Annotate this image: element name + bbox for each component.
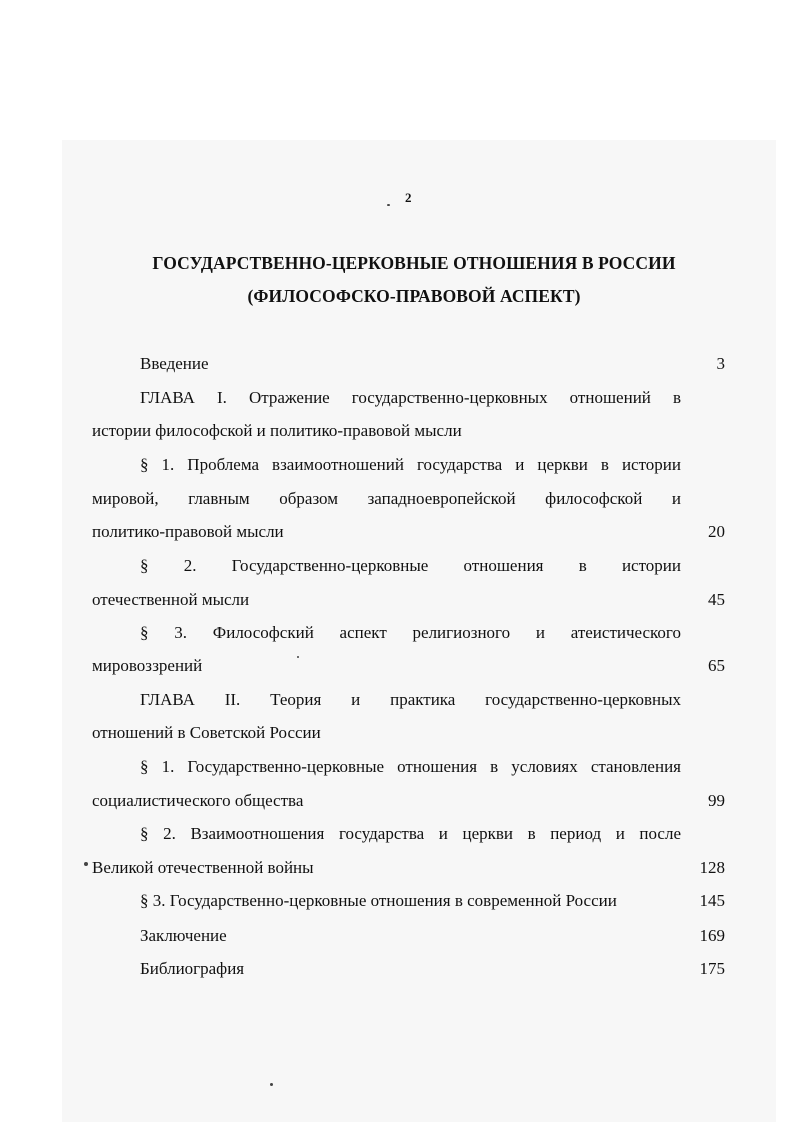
document-title-line-2: (ФИЛОСОФСКО-ПРАВОВОЙ АСПЕКТ) xyxy=(247,286,581,306)
toc-chapter1-line1: ГЛАВА I. Отражение государственно-церковных отношений в xyxy=(140,388,681,407)
toc-chapter1-line2: истории философской и политико-правовой мысли xyxy=(92,421,462,440)
scan-speck xyxy=(297,656,299,658)
document-title-line-1: ГОСУДАРСТВЕННО-ЦЕРКОВНЫЕ ОТНОШЕНИЯ В РОССИИ xyxy=(152,253,676,273)
toc-conclusion-label: Заключение xyxy=(140,926,227,945)
toc-ch1-s2-page: 45 xyxy=(708,590,725,609)
toc-ch1-s2-line2: отечественной мысли xyxy=(92,590,250,609)
toc-ch2-s3-label: § 3. Государственно-церковные отношения в современной России xyxy=(140,891,617,910)
toc-ch2-s2-line2: Великой отечественной войны xyxy=(92,858,314,877)
toc-bibliography-page: 175 xyxy=(699,959,725,978)
toc-chapter2-line1: ГЛАВА II. Теория и практика государственно-церковных xyxy=(140,690,681,709)
toc-ch1-s3-line1: § 3. Философский аспект религиозного и атеистического xyxy=(140,623,681,642)
toc-ch2-s1-page: 99 xyxy=(708,791,725,810)
toc-intro-label: Введение xyxy=(140,354,209,373)
toc-ch1-s1-line1: § 1. Проблема взаимоотношений государства и церкви в истории xyxy=(140,455,681,474)
scan-speck xyxy=(270,1083,273,1086)
page-number: 2 xyxy=(405,190,412,205)
toc-ch2-s3-page: 145 xyxy=(699,891,725,910)
toc-chapter2-line2: отношений в Советской России xyxy=(92,723,321,742)
toc-conclusion-page: 169 xyxy=(699,926,725,945)
toc-ch2-s1-line1: § 1. Государственно-церковные отношения в условиях становления xyxy=(140,757,681,776)
toc-ch2-s1-line2: социалистического общества xyxy=(92,791,304,810)
toc-ch1-s3-line2: мировоззрений xyxy=(92,656,203,675)
scan-speck xyxy=(387,204,390,206)
toc-ch1-s1-page: 20 xyxy=(708,522,725,541)
toc-ch2-s2-line1: § 2. Взаимоотношения государства и церкви в период и после xyxy=(140,824,681,843)
toc-ch1-s1-line3: политико-правовой мысли xyxy=(92,522,284,541)
toc-ch2-s2-page: 128 xyxy=(699,858,725,877)
toc-ch1-s1-line2: мировой, главным образом западноевропейской философской и xyxy=(92,489,681,508)
toc-intro-page: 3 xyxy=(716,354,725,373)
toc-ch1-s2-line1: § 2. Государственно-церковные отношения в истории xyxy=(140,556,681,575)
scan-speck xyxy=(84,862,88,866)
toc-ch1-s3-page: 65 xyxy=(708,656,725,675)
toc-bibliography-label: Библиография xyxy=(140,959,245,978)
